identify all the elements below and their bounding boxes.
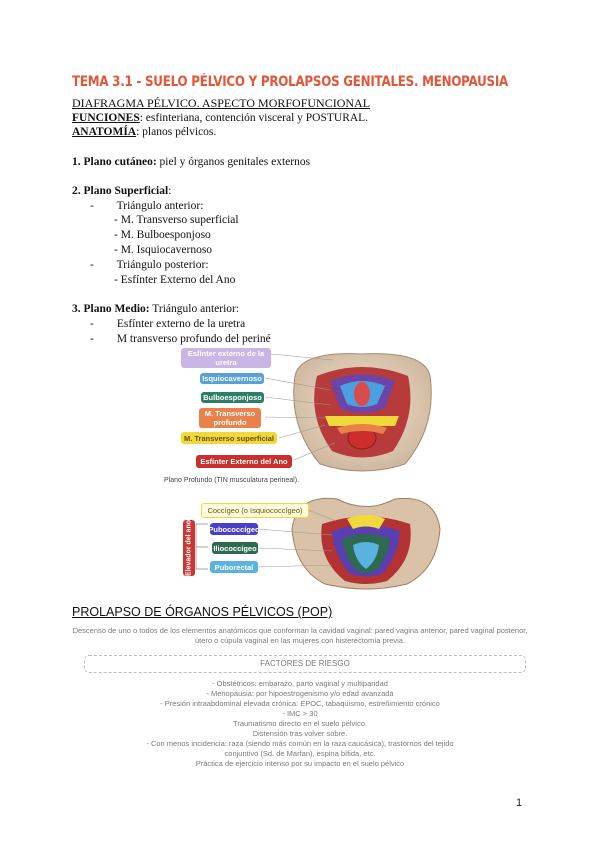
list-item: - M. Transverso superficial	[114, 214, 239, 226]
bracket-lines	[195, 522, 209, 572]
factor-item: - Obstétricos: embarazo, parto vaginal y multiparidad	[212, 679, 388, 688]
figure1-caption: Plano Profundo (TIN musculatura perineal).	[164, 477, 300, 484]
label-bulboesponjoso: Bulboesponjoso	[201, 392, 264, 403]
factores-list	[72, 679, 528, 769]
list-item: - Esfínter externo de la uretra	[90, 318, 246, 330]
elevador-ano-bar	[183, 520, 195, 576]
label-esfinter-ano: Esfínter Externo del Ano	[196, 455, 292, 468]
label-transverso-profundo: M. Transverso profundo	[199, 408, 261, 428]
list-item: - Esfínter Externo del Ano	[114, 274, 236, 286]
label-transverso-superficial: M. Transverso superficial	[181, 432, 277, 444]
pop-definition: Descenso de uno o todos de los elementos anatómicos que conforman la cavidad vaginal: pared vagina anterior, pared vaginal posterior, útero o cúpula vaginal en las mujeres con histerectomía previa.	[72, 626, 528, 645]
plano-medio	[72, 302, 239, 316]
funciones-label: FUNCIONES	[72, 112, 140, 124]
factor-item: conjuntivo (Sd. de Marfan), espina bífida, etc.	[224, 749, 376, 758]
plano-superficial-label: 2. Plano Superficial	[72, 185, 169, 197]
section-heading-pop: PROLAPSO DE ÓRGANOS PÉLVICOS (POP)	[72, 605, 333, 619]
figure1-leader-lines	[265, 350, 335, 470]
list-item: - M transverso profundo del periné	[90, 333, 271, 345]
list-item: - M. Bulboesponjoso	[114, 229, 211, 241]
label-elevador-ano: Elevador del ano	[185, 519, 193, 577]
factor-item: - IMC > 30	[282, 709, 318, 718]
plano-cutaneo-text: piel y órganos genitales externos	[156, 156, 311, 168]
plano-medio-label: 3. Plano Medio:	[72, 303, 150, 315]
page-number: 1	[516, 797, 523, 809]
label-coccigeo: Coccígeo (o Isquiococcígeo)	[201, 503, 309, 518]
anatomia-line	[72, 125, 216, 139]
plano-cutaneo	[72, 155, 310, 169]
plano-superficial-text: :	[168, 185, 172, 197]
anatomia-text: : planos pélvicos.	[136, 126, 217, 138]
factor-item: Distensión tras volver sobre.	[252, 729, 348, 738]
plano-superficial	[72, 184, 171, 198]
factor-item: - Menopausia: por hipoestrogenismo y/o edad avanzada	[206, 689, 394, 698]
factores-box	[84, 655, 526, 673]
plano-medio-text: Triángulo anterior:	[149, 303, 240, 315]
list-item: - M. Isquiocavernoso	[114, 244, 213, 256]
list-item: - Triángulo posterior:	[90, 259, 209, 271]
label-puborectal: Puborectal	[210, 561, 258, 573]
anatomia-label: ANATOMÍA	[72, 126, 137, 138]
page-title: TEMA 3.1 - SUELO PÉLVICO Y PROLAPSOS GENITALES. MENOPAUSIA	[72, 74, 509, 90]
plano-cutaneo-label: 1. Plano cutáneo:	[72, 156, 157, 168]
label-pubococcigeo: Pubococcígeo	[208, 524, 260, 534]
section-heading-diafragma: DIAFRAGMA PÉLVICO. ASPECTO MORFOFUNCIONAL	[72, 96, 371, 110]
label-esfinter-uretra: Esfínter externo de la uretra	[181, 348, 271, 368]
factores-title: FACTORES DE RIESGO	[260, 659, 350, 668]
label-isquiocavernoso: Isquiocavernoso	[200, 373, 264, 384]
list-item: - Triángulo anterior:	[90, 200, 204, 212]
label-iliococcigeo: Iliococcígeo	[213, 543, 257, 553]
funciones-text: : esfinteriana, contención visceral y POSTURAL.	[139, 112, 369, 124]
factor-item: - Presión intraabdominal elevada crónica: EPOC, tabaquismo, estreñimiento crónico	[160, 699, 440, 708]
funciones-line	[72, 111, 368, 125]
factor-item: Práctica de ejercicio intenso por su impacto en el suelo pélvico	[195, 759, 405, 768]
factor-item: - Con menos incidencia: raza (siendo más común en la raza caucásica), trastornos del tejido	[146, 739, 454, 748]
factor-item: Traumatismo directo en el suelo pélvico.	[233, 719, 367, 728]
